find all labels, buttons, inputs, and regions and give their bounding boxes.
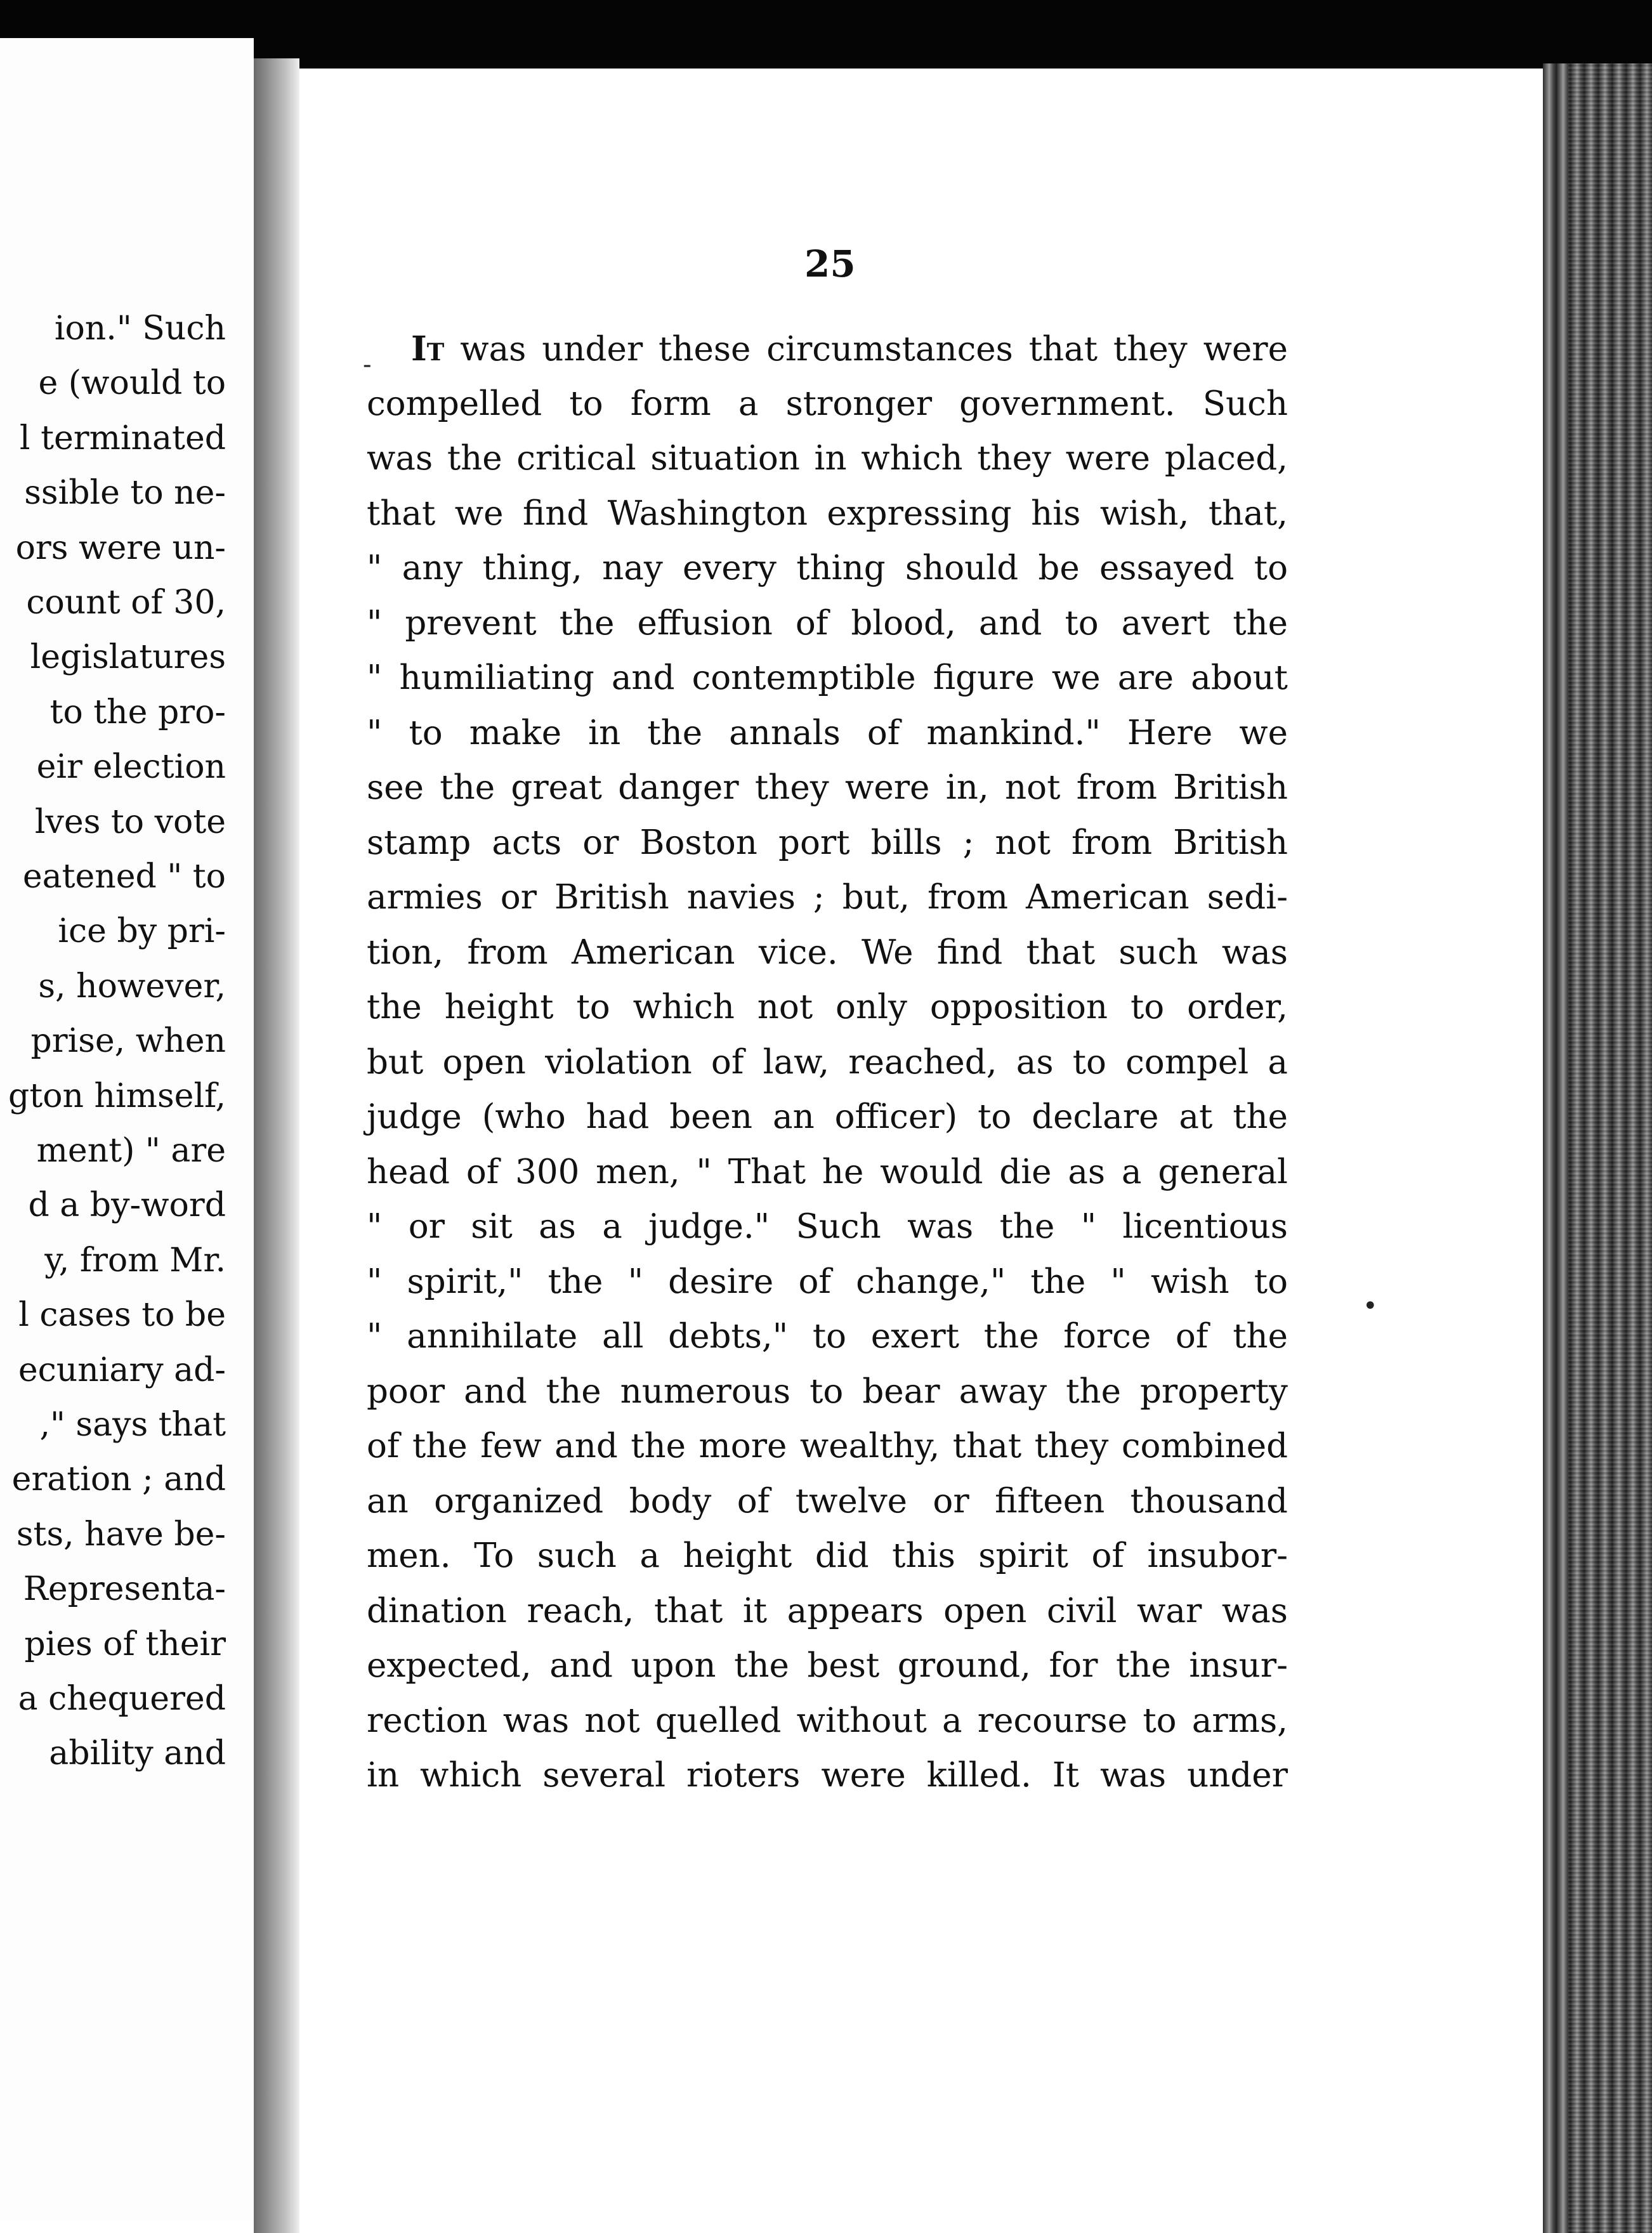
- paragraph-line: " to make in the annals of mankind." Here we: [367, 713, 1288, 752]
- paragraph-line: see the great danger they were in, not from British: [367, 768, 1288, 807]
- paragraph-line: " spirit," the " desire of change," the " wish to: [367, 1262, 1288, 1301]
- left-page-line: sts, have be-: [16, 1515, 226, 1554]
- margin-mark: •: [1363, 1292, 1378, 1321]
- left-page-line: count of 30,: [26, 584, 226, 622]
- paragraph-line: expected, and upon the best ground, for the insur-: [367, 1646, 1288, 1685]
- left-page-line: eatened " to: [22, 858, 226, 896]
- paragraph-line: rection was not quelled without a recourse to arms,: [367, 1701, 1288, 1740]
- paragraph-line: poor and the numerous to bear away the property: [367, 1372, 1288, 1411]
- left-page-line: ecuniary ad-: [18, 1351, 226, 1389]
- paragraph-line: that we find Washington expressing his wish, that,: [367, 494, 1288, 533]
- left-page-line: prise, when: [30, 1022, 226, 1061]
- paragraph-line: the height to which not only opposition to order,: [367, 988, 1288, 1026]
- left-page-line: ssible to ne-: [24, 474, 226, 513]
- left-page-line: Representa-: [23, 1570, 226, 1609]
- page-edges: [1543, 63, 1652, 2233]
- paragraph-line: compelled to form a stronger government. Such: [367, 384, 1288, 423]
- book-gutter: [254, 58, 299, 2233]
- paragraph-line: judge (who had been an officer) to declare at the: [367, 1097, 1288, 1136]
- left-page-line: s, however,: [38, 967, 226, 1005]
- margin-mark: -: [363, 350, 372, 379]
- left-page-line: ability and: [49, 1734, 226, 1773]
- paragraph-first-line: [411, 330, 1288, 369]
- paragraph-line: in which several rioters were killed. It was under: [367, 1756, 1288, 1795]
- paragraph-lead-word: It: [411, 329, 445, 369]
- paragraph-line: stamp acts or Boston port bills ; not from British: [367, 823, 1288, 862]
- paragraph-line: " or sit as a judge." Such was the " licentious: [367, 1207, 1288, 1246]
- paragraph-line: armies or British navies ; but, from American sedi-: [367, 878, 1288, 917]
- left-page-line: y, from Mr.: [44, 1241, 226, 1280]
- paragraph-line: " annihilate all debts," to exert the force of the: [367, 1317, 1288, 1356]
- left-page-line: ion." Such: [54, 310, 226, 348]
- paragraph-line: head of 300 men, " That he would die as a general: [367, 1152, 1288, 1191]
- left-page: [0, 38, 254, 2220]
- left-page-line: eir election: [36, 748, 226, 787]
- left-page-line: gton himself,: [8, 1077, 226, 1115]
- paragraph-line: was the critical situation in which they were placed,: [367, 439, 1288, 478]
- paragraph-line: men. To such a height did this spirit of insubor-: [367, 1536, 1288, 1575]
- left-page-line: d a by-word: [28, 1186, 226, 1225]
- left-page-line: l terminated: [19, 419, 226, 457]
- paragraph-first-line-text: was under these circumstances that they were: [444, 330, 1288, 369]
- paragraph-line: " humiliating and contemptible figure we are about: [367, 658, 1288, 697]
- left-page-line: a chequered: [18, 1680, 226, 1718]
- left-page-line: legislatures: [30, 638, 226, 677]
- page-number: 25: [804, 242, 856, 285]
- left-page-line: to the pro-: [49, 693, 226, 731]
- paragraph-line: but open violation of law, reached, as to compel a: [367, 1042, 1288, 1082]
- paragraph-line: " prevent the effusion of blood, and to avert the: [367, 603, 1288, 643]
- paragraph-line: dination reach, that it appears open civil war was: [367, 1591, 1288, 1630]
- paragraph-line: tion, from American vice. We find that such was: [367, 933, 1288, 972]
- left-page-line: lves to vote: [34, 802, 226, 841]
- left-page-line: e (would to: [38, 364, 226, 403]
- left-page-line: ment) " are: [36, 1132, 226, 1170]
- left-page-line: l cases to be: [18, 1296, 226, 1335]
- left-page-line: ice by pri-: [58, 912, 226, 951]
- left-page-line: pies of their: [24, 1625, 226, 1663]
- left-page-line: eration ; and: [11, 1460, 226, 1499]
- paragraph-line: an organized body of twelve or fifteen thousand: [367, 1481, 1288, 1521]
- left-page-line: ors were un-: [15, 528, 226, 567]
- paragraph-line: " any thing, nay every thing should be essayed to: [367, 549, 1288, 587]
- paragraph-line: of the few and the more wealthy, that they combined: [367, 1427, 1288, 1465]
- left-page-line: ," says that: [39, 1406, 226, 1444]
